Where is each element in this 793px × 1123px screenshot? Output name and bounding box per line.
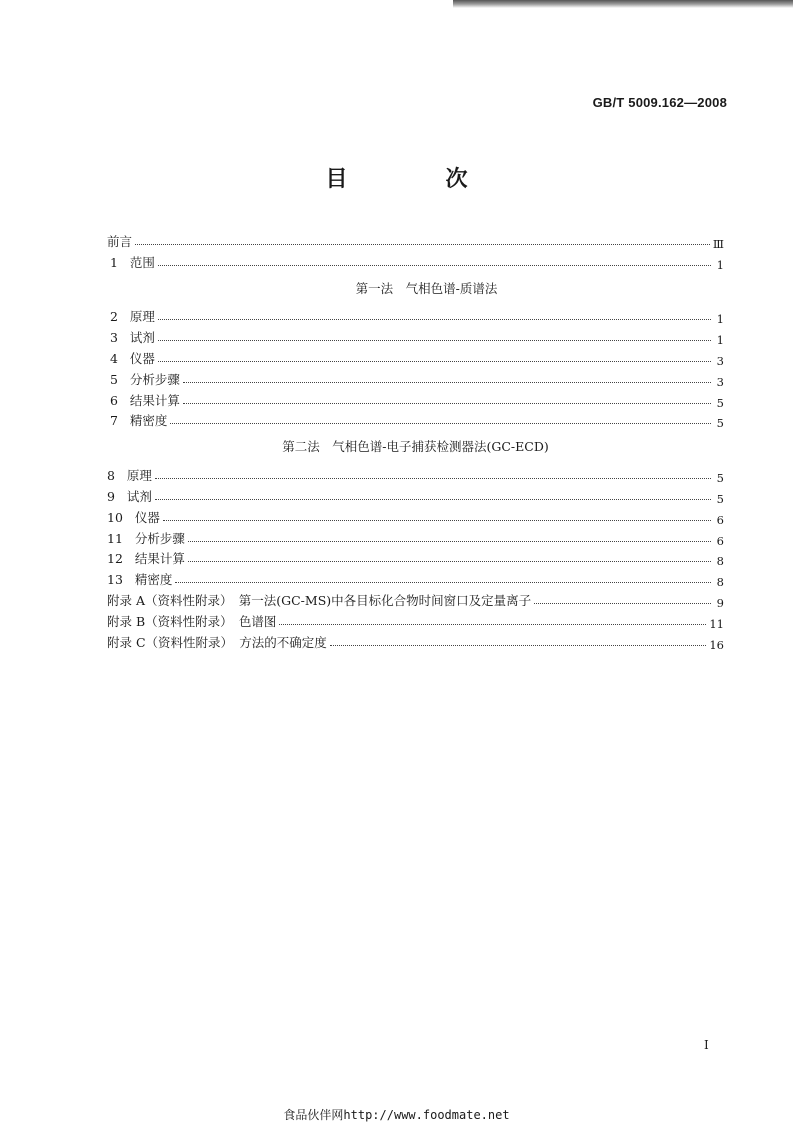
toc-entry-page: 1 xyxy=(716,333,724,346)
dot-leader xyxy=(183,402,711,404)
toc-entry-label: 试剂 xyxy=(126,488,152,504)
toc-entry-label: 分析步骤 xyxy=(134,530,185,546)
toc-entry[interactable] xyxy=(107,345,724,366)
toc-entry-appendix-a[interactable] xyxy=(107,587,724,608)
section-heading-method-1: 第一法 气相色谱-质谱法 xyxy=(355,280,498,296)
toc-entry[interactable] xyxy=(107,546,724,567)
toc-entry-number: 13 xyxy=(107,572,123,588)
toc-entry-number: 8 xyxy=(107,468,115,484)
toc-entry-number: 4 xyxy=(110,350,118,366)
toc-entry-label: 仪器 xyxy=(129,350,155,366)
toc-entry-page: 3 xyxy=(716,353,724,366)
dot-leader xyxy=(188,560,711,562)
toc-entry-label: 附录 B（资料性附录） 色谱图 xyxy=(107,613,277,629)
toc-entry-preface[interactable] xyxy=(107,228,724,249)
toc-entry-page: 11 xyxy=(709,616,724,629)
toc-entry-number: 10 xyxy=(107,509,123,525)
toc-entry[interactable] xyxy=(107,504,724,525)
toc-entry-scope[interactable] xyxy=(107,249,724,270)
toc-entry-label: 附录 C（资料性附录） 方法的不确定度 xyxy=(107,634,327,650)
toc-entry[interactable] xyxy=(107,304,724,325)
toc-entry-label: 精密度 xyxy=(134,572,173,588)
toc-entry-number: 12 xyxy=(107,551,123,567)
toc-entry-label: 结果计算 xyxy=(134,551,185,567)
toc-entry-page: 5 xyxy=(716,395,724,408)
toc-entry-label: 前言 xyxy=(107,233,133,249)
toc-entry[interactable] xyxy=(107,483,724,504)
dot-leader xyxy=(279,623,706,625)
dot-leader xyxy=(158,318,711,320)
toc-entry-page: 8 xyxy=(716,575,724,588)
toc-entry-label: 试剂 xyxy=(129,330,155,346)
toc-entry-page: 5 xyxy=(716,416,724,429)
toc-entry-page: 1 xyxy=(716,312,724,325)
toc-entry-page: 16 xyxy=(709,637,724,650)
dot-leader xyxy=(170,422,711,424)
dot-leader xyxy=(158,360,711,362)
toc-entry-page: Ⅲ xyxy=(712,236,724,249)
toc-entry-page: 6 xyxy=(716,512,724,525)
dot-leader xyxy=(158,264,711,266)
dot-leader xyxy=(158,339,711,341)
toc-entry-page: 3 xyxy=(716,374,724,387)
toc-entry[interactable] xyxy=(107,525,724,546)
toc-entry-label: 附录 A（资料性附录） 第一法(GC-MS)中各目标化合物时间窗口及定量离子 xyxy=(107,592,532,608)
toc-entry-number: 2 xyxy=(110,309,118,325)
dot-leader xyxy=(188,540,711,542)
toc-entry[interactable] xyxy=(107,408,724,429)
toc-entry-label: 原理 xyxy=(126,468,152,484)
dot-leader xyxy=(135,243,710,245)
toc-entry[interactable] xyxy=(107,566,724,587)
toc-entry-label: 结果计算 xyxy=(129,392,180,408)
toc-entry-page: 6 xyxy=(716,533,724,546)
toc-entry-page: 9 xyxy=(716,595,724,608)
table-of-contents xyxy=(107,228,724,650)
toc-entry-number: 6 xyxy=(110,392,118,408)
toc-entry-page: 8 xyxy=(716,554,724,567)
page-number: I xyxy=(704,1038,709,1052)
toc-entry-number: 11 xyxy=(107,530,123,546)
toc-entry-page: 5 xyxy=(716,491,724,504)
dot-leader xyxy=(183,381,711,383)
dot-leader xyxy=(175,581,711,583)
dot-leader xyxy=(534,602,711,604)
toc-entry[interactable] xyxy=(107,324,724,345)
toc-entry-appendix-b[interactable] xyxy=(107,608,724,629)
toc-entry-label: 仪器 xyxy=(134,509,160,525)
section-heading-method-2: 第二法 气相色谱-电子捕获检测器法(GC-ECD) xyxy=(282,439,549,455)
toc-entry-label: 原理 xyxy=(129,309,155,325)
toc-entry-page: 1 xyxy=(716,257,724,270)
standard-code: GB/T 5009.162—2008 xyxy=(592,95,727,110)
dot-leader xyxy=(155,477,711,479)
toc-entry-number: 5 xyxy=(110,371,118,387)
toc-entry-number: 9 xyxy=(107,488,115,504)
toc-entry[interactable] xyxy=(107,366,724,387)
dot-leader xyxy=(163,519,711,521)
toc-entry-number: 1 xyxy=(110,254,118,270)
toc-entry-page: 5 xyxy=(716,471,724,484)
toc-entry[interactable] xyxy=(107,387,724,408)
toc-entry-appendix-c[interactable] xyxy=(107,629,724,650)
dot-leader xyxy=(330,644,707,646)
toc-entry-number: 7 xyxy=(110,413,118,429)
toc-entry-label: 范围 xyxy=(129,254,155,270)
page-title: 目 次 xyxy=(325,167,506,192)
toc-entry-label: 精密度 xyxy=(129,413,168,429)
footer-watermark: 食品伙伴网http://www.foodmate.net xyxy=(283,1108,510,1122)
toc-entry-label: 分析步骤 xyxy=(129,371,180,387)
scan-edge-shadow xyxy=(453,0,793,8)
dot-leader xyxy=(155,498,711,500)
toc-entry-number: 3 xyxy=(110,330,118,346)
toc-entry[interactable] xyxy=(107,462,724,483)
